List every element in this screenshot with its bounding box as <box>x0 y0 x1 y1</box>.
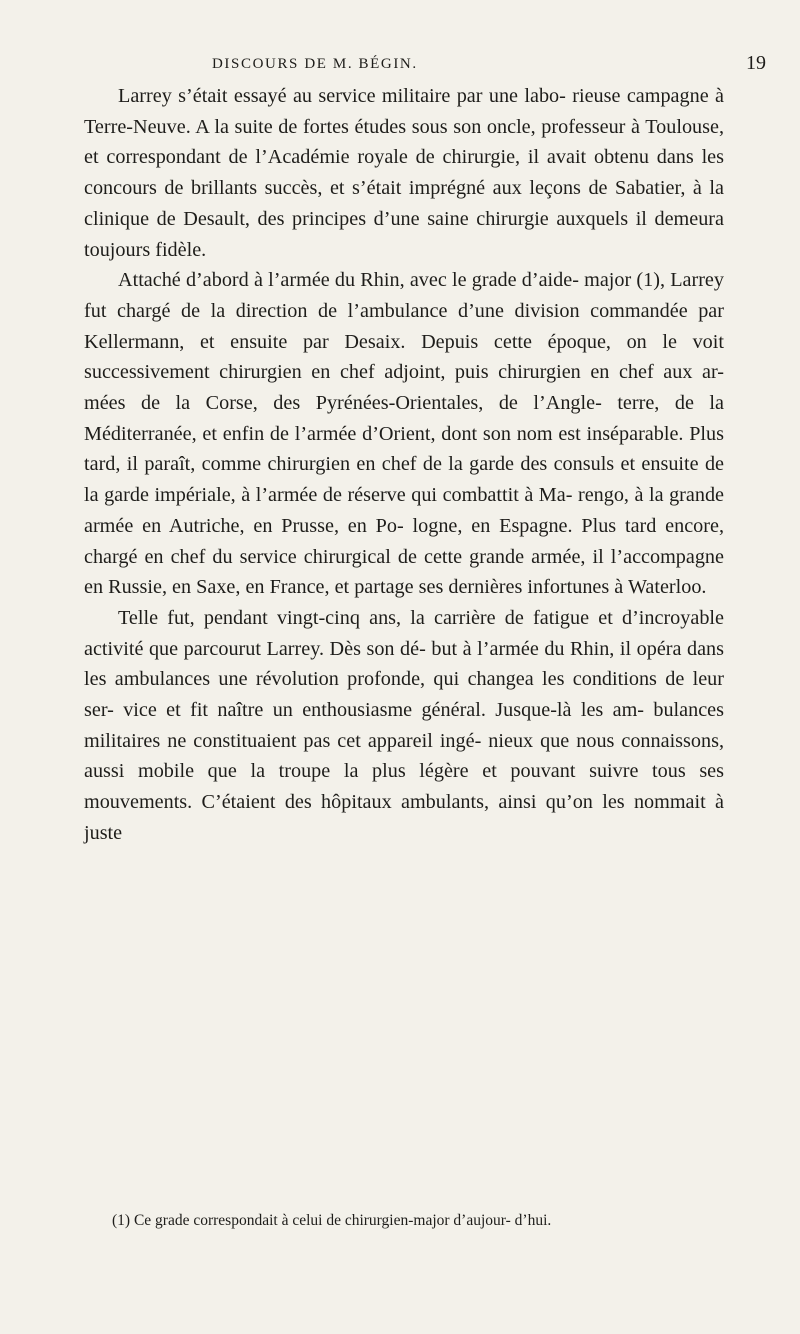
page-number: 19 <box>746 52 766 74</box>
body-text <box>84 81 724 849</box>
running-header <box>212 34 800 74</box>
paragraph-3: Telle fut, pendant vingt-cinq ans, la carrière de fatigue et d’incroyable activité que parcourut Larrey. Dès son dé- but à l’armée du Rhin, il opéra dans les ambulances une révolution profonde, qui changea les conditions de leur ser- vice et fit naître un enthousiasme général. Jusque-là les am- bulances militaires ne constituaient pas cet appareil ingé- nieux que nous connaissons, aussi mobile que la troupe la plus légère et pouvant suivre tous ses mouvements. C’étaient des hôpitaux ambulants, ainsi qu’on les nommait à juste <box>84 606 724 844</box>
paragraph-2: Attaché d’abord à l’armée du Rhin, avec le grade d’aide- major (1), Larrey fut chargé de la direction de l’ambulance d’une division commandée par Kellermann, et ensuite par Desaix. Depuis cette époque, on le voit successivement chirurgien en chef adjoint, puis chirurgien en chef aux ar- mées de la Corse, des Pyrénées-Orientales, de l’Angle- terre, de la Méditerranée, et enfin de l’armée d’Orient, dont son nom est inséparable. Plus tard, il paraît, comme chirurgien en chef de la garde des consuls et ensuite de la garde impériale, à l’armée de réserve qui combattit à Ma- rengo, à la grande armée en Autriche, en Prusse, en Po- logne, en Espagne. Plus tard encore, chargé en chef du service chirurgical de cette grande armée, il l’accompagne en Russie, en Saxe, en France, et partage ses dernières infortunes à Waterloo. <box>84 269 724 599</box>
paragraph-1: Larrey s’était essayé au service militaire par une labo- rieuse campagne à Terre-Neuve. A la suite de fortes études sous son oncle, professeur à Toulouse, et correspondant de l’Académie royale de chirurgie, il avait obtenu dans les concours de brillants succès, et s’était imprégné aux leçons de Sabatier, à la clinique de Desault, des principes d’une saine chirurgie auxquels il demeura toujours fidèle. <box>84 85 724 261</box>
header-title: DISCOURS DE M. BÉGIN. <box>212 56 418 72</box>
footnote: (1) Ce grade correspondait à celui de chirurgien-major d’aujour- d’hui. <box>112 1212 552 1229</box>
